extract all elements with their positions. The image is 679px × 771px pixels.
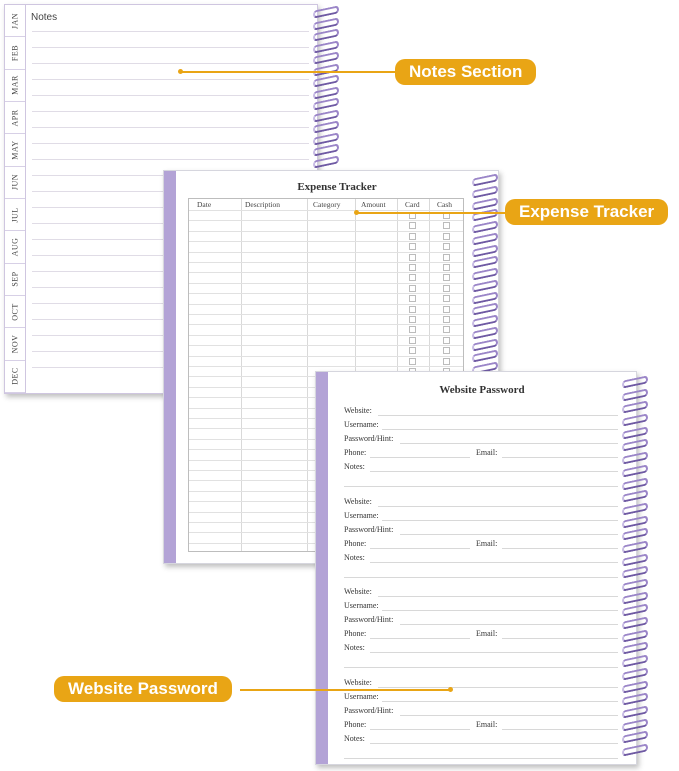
notes-field[interactable] [344,486,618,487]
card-checkbox[interactable] [409,254,416,261]
month-tab-feb[interactable]: FEB [5,37,25,69]
notes-field[interactable] [344,667,618,668]
spiral-coil [622,604,648,618]
cash-checkbox[interactable] [443,326,450,333]
expense-callout-leader [357,212,505,214]
card-checkbox[interactable] [409,285,416,292]
spiral-coil [472,220,498,234]
spiral-coil [622,375,648,389]
website-field[interactable] [378,415,618,416]
website-password-page [315,371,637,765]
hint-field[interactable] [400,715,618,716]
website-field[interactable] [378,506,618,507]
card-checkbox[interactable] [409,358,416,365]
hint-label: Password/Hint: [344,615,394,624]
spiral-coil [313,51,339,65]
username-label: Username: [344,601,379,610]
column-header-description: Description [245,200,280,209]
spiral-coil [313,155,339,169]
email-label: Email: [476,448,498,457]
hint-label: Password/Hint: [344,524,394,534]
notes-field[interactable] [370,471,618,472]
spiral-coil [622,680,648,694]
spiral-coil [622,527,648,541]
spiral-coil [313,28,339,42]
spiral-coil [622,730,648,744]
column-header-date: Date [197,200,212,209]
spiral-coil [622,464,648,478]
spiral-coil [622,439,648,453]
password-callout-leader [240,689,450,691]
website-password-callout: Website Password [54,676,232,702]
notes-title: Notes [31,12,58,23]
table-row-line [189,272,463,273]
spiral-coil [622,388,648,402]
notes-label: Notes: [344,462,365,471]
notes-field[interactable] [344,577,618,578]
spiral-coil [622,477,648,491]
username-field[interactable] [382,701,618,702]
spiral-coil [622,451,648,465]
card-checkbox[interactable] [409,274,416,281]
month-tab-aug[interactable]: AUG [5,231,25,263]
table-row-line [189,314,463,315]
spiral-coil [622,578,648,592]
ruled-line [32,31,309,32]
spiral-coil [622,692,648,706]
cash-checkbox[interactable] [443,337,450,344]
column-header-category: Category [313,200,341,209]
table-row-line [189,241,463,242]
password-title: Website Password [439,384,525,396]
month-tab-jul[interactable]: JUL [5,199,25,231]
table-row-line [189,262,463,263]
hint-field[interactable] [400,624,618,625]
cash-checkbox[interactable] [443,285,450,292]
notes-field[interactable] [344,758,618,759]
table-row-line [189,335,463,336]
cash-checkbox[interactable] [443,347,450,354]
card-checkbox[interactable] [409,337,416,344]
month-tab-mar[interactable]: MAR [5,70,25,102]
website-label: Website: [344,496,372,506]
spiral-coil [472,185,498,199]
spiral-coil [622,629,648,643]
email-label: Email: [476,538,498,548]
notes-label: Notes: [344,552,365,562]
expense-tracker-callout: Expense Tracker [505,199,668,225]
notes-callout-leader [181,71,395,73]
table-row-line [189,324,463,325]
table-row-line [189,304,463,305]
table-row-line [189,345,463,346]
phone-field[interactable] [370,638,470,639]
notes-section-callout: Notes Section [395,59,536,85]
spiral-coil [622,540,648,554]
hint-field[interactable] [400,534,618,535]
spiral-coil [472,279,498,293]
spiral-coil [472,314,498,328]
spiral-binding [313,8,343,166]
card-checkbox[interactable] [409,347,416,354]
phone-label: Phone: [344,448,367,457]
card-checkbox[interactable] [409,326,416,333]
notes-label: Notes: [344,733,365,743]
username-label: Username: [344,691,379,701]
ruled-line [32,127,309,128]
table-row-line [189,293,463,294]
username-field[interactable] [382,520,618,521]
username-label: Username: [344,510,379,520]
month-tab-nov[interactable]: NOV [5,328,25,360]
cash-checkbox[interactable] [443,316,450,323]
column-header-amount: Amount [361,200,386,209]
card-checkbox[interactable] [409,233,416,240]
password-callout-dot [448,687,453,692]
username-field[interactable] [382,429,618,430]
spiral-coil [472,326,498,340]
ruled-line [32,143,309,144]
notes-field[interactable] [370,562,618,563]
cash-checkbox[interactable] [443,233,450,240]
month-tab-jan[interactable]: JAN [5,5,25,37]
spiral-coil [622,718,648,732]
notes-field[interactable] [370,743,618,744]
cash-checkbox[interactable] [443,264,450,271]
ruled-line [32,47,309,48]
spiral-coil [622,591,648,605]
card-checkbox[interactable] [409,316,416,323]
ruled-line [32,95,309,96]
table-row-line [189,220,463,221]
ruled-line [32,111,309,112]
card-checkbox[interactable] [409,295,416,302]
table-row-line [189,356,463,357]
phone-field[interactable] [370,729,470,730]
email-label: Email: [476,719,498,729]
ruled-line [32,63,309,64]
spiral-binding [622,378,652,754]
spiral-coil [622,515,648,529]
spiral-coil [622,413,648,427]
cash-checkbox[interactable] [443,274,450,281]
hint-label: Password/Hint: [344,705,394,715]
spiral-coil [472,267,498,281]
card-checkbox[interactable] [409,264,416,271]
website-field[interactable] [378,687,618,688]
spiral-coil [622,502,648,516]
table-row-line [189,283,463,284]
month-tab-sep[interactable]: SEP [5,264,25,296]
website-label: Website: [344,406,372,415]
spiral-coil [622,489,648,503]
email-field[interactable] [502,638,618,639]
hint-label: Password/Hint: [344,434,394,443]
spiral-coil [472,173,498,187]
spiral-binding [472,176,502,372]
phone-label: Phone: [344,719,367,729]
ruled-line [32,159,309,160]
spiral-coil [622,642,648,656]
spiral-coil [472,232,498,246]
notes-label: Notes: [344,643,365,652]
month-tab-jun[interactable]: JUN [5,167,25,199]
month-tab-oct[interactable]: OCT [5,296,25,328]
cash-checkbox[interactable] [443,243,450,250]
username-label: Username: [344,420,379,429]
expense-title: Expense Tracker [297,181,377,193]
cash-checkbox[interactable] [443,358,450,365]
spiral-coil [622,401,648,415]
cover-edge [164,171,176,563]
month-tab-dec[interactable]: DEC [5,361,25,393]
phone-label: Phone: [344,629,367,638]
phone-label: Phone: [344,538,367,548]
phone-field[interactable] [370,548,470,549]
ruled-line [32,79,309,80]
hint-field[interactable] [400,443,618,444]
column-header-card: Card [405,200,420,209]
spiral-coil [622,667,648,681]
cash-checkbox[interactable] [443,295,450,302]
email-label: Email: [476,629,498,638]
email-field[interactable] [502,457,618,458]
spiral-coil [313,5,339,19]
email-field[interactable] [502,729,618,730]
spiral-coil [622,426,648,440]
notes-field[interactable] [370,652,618,653]
email-field[interactable] [502,548,618,549]
spiral-coil [622,566,648,580]
website-field[interactable] [378,596,618,597]
month-tab-may[interactable]: MAY [5,134,25,166]
card-checkbox[interactable] [409,306,416,313]
table-row-line [189,210,463,211]
spiral-coil [622,705,648,719]
website-label: Website: [344,587,372,596]
cash-checkbox[interactable] [443,222,450,229]
column-header-cash: Cash [437,200,452,209]
cash-checkbox[interactable] [443,306,450,313]
month-tab-apr[interactable]: APR [5,102,25,134]
spiral-coil [622,616,648,630]
cover-edge [316,372,328,764]
table-row-line [189,252,463,253]
card-checkbox[interactable] [409,222,416,229]
username-field[interactable] [382,610,618,611]
card-checkbox[interactable] [409,243,416,250]
phone-field[interactable] [370,457,470,458]
website-label: Website: [344,677,372,687]
spiral-coil [622,654,648,668]
month-tabs [5,5,26,393]
cash-checkbox[interactable] [443,254,450,261]
table-row-line [189,366,463,367]
spiral-coil [622,553,648,567]
table-row-line [189,231,463,232]
